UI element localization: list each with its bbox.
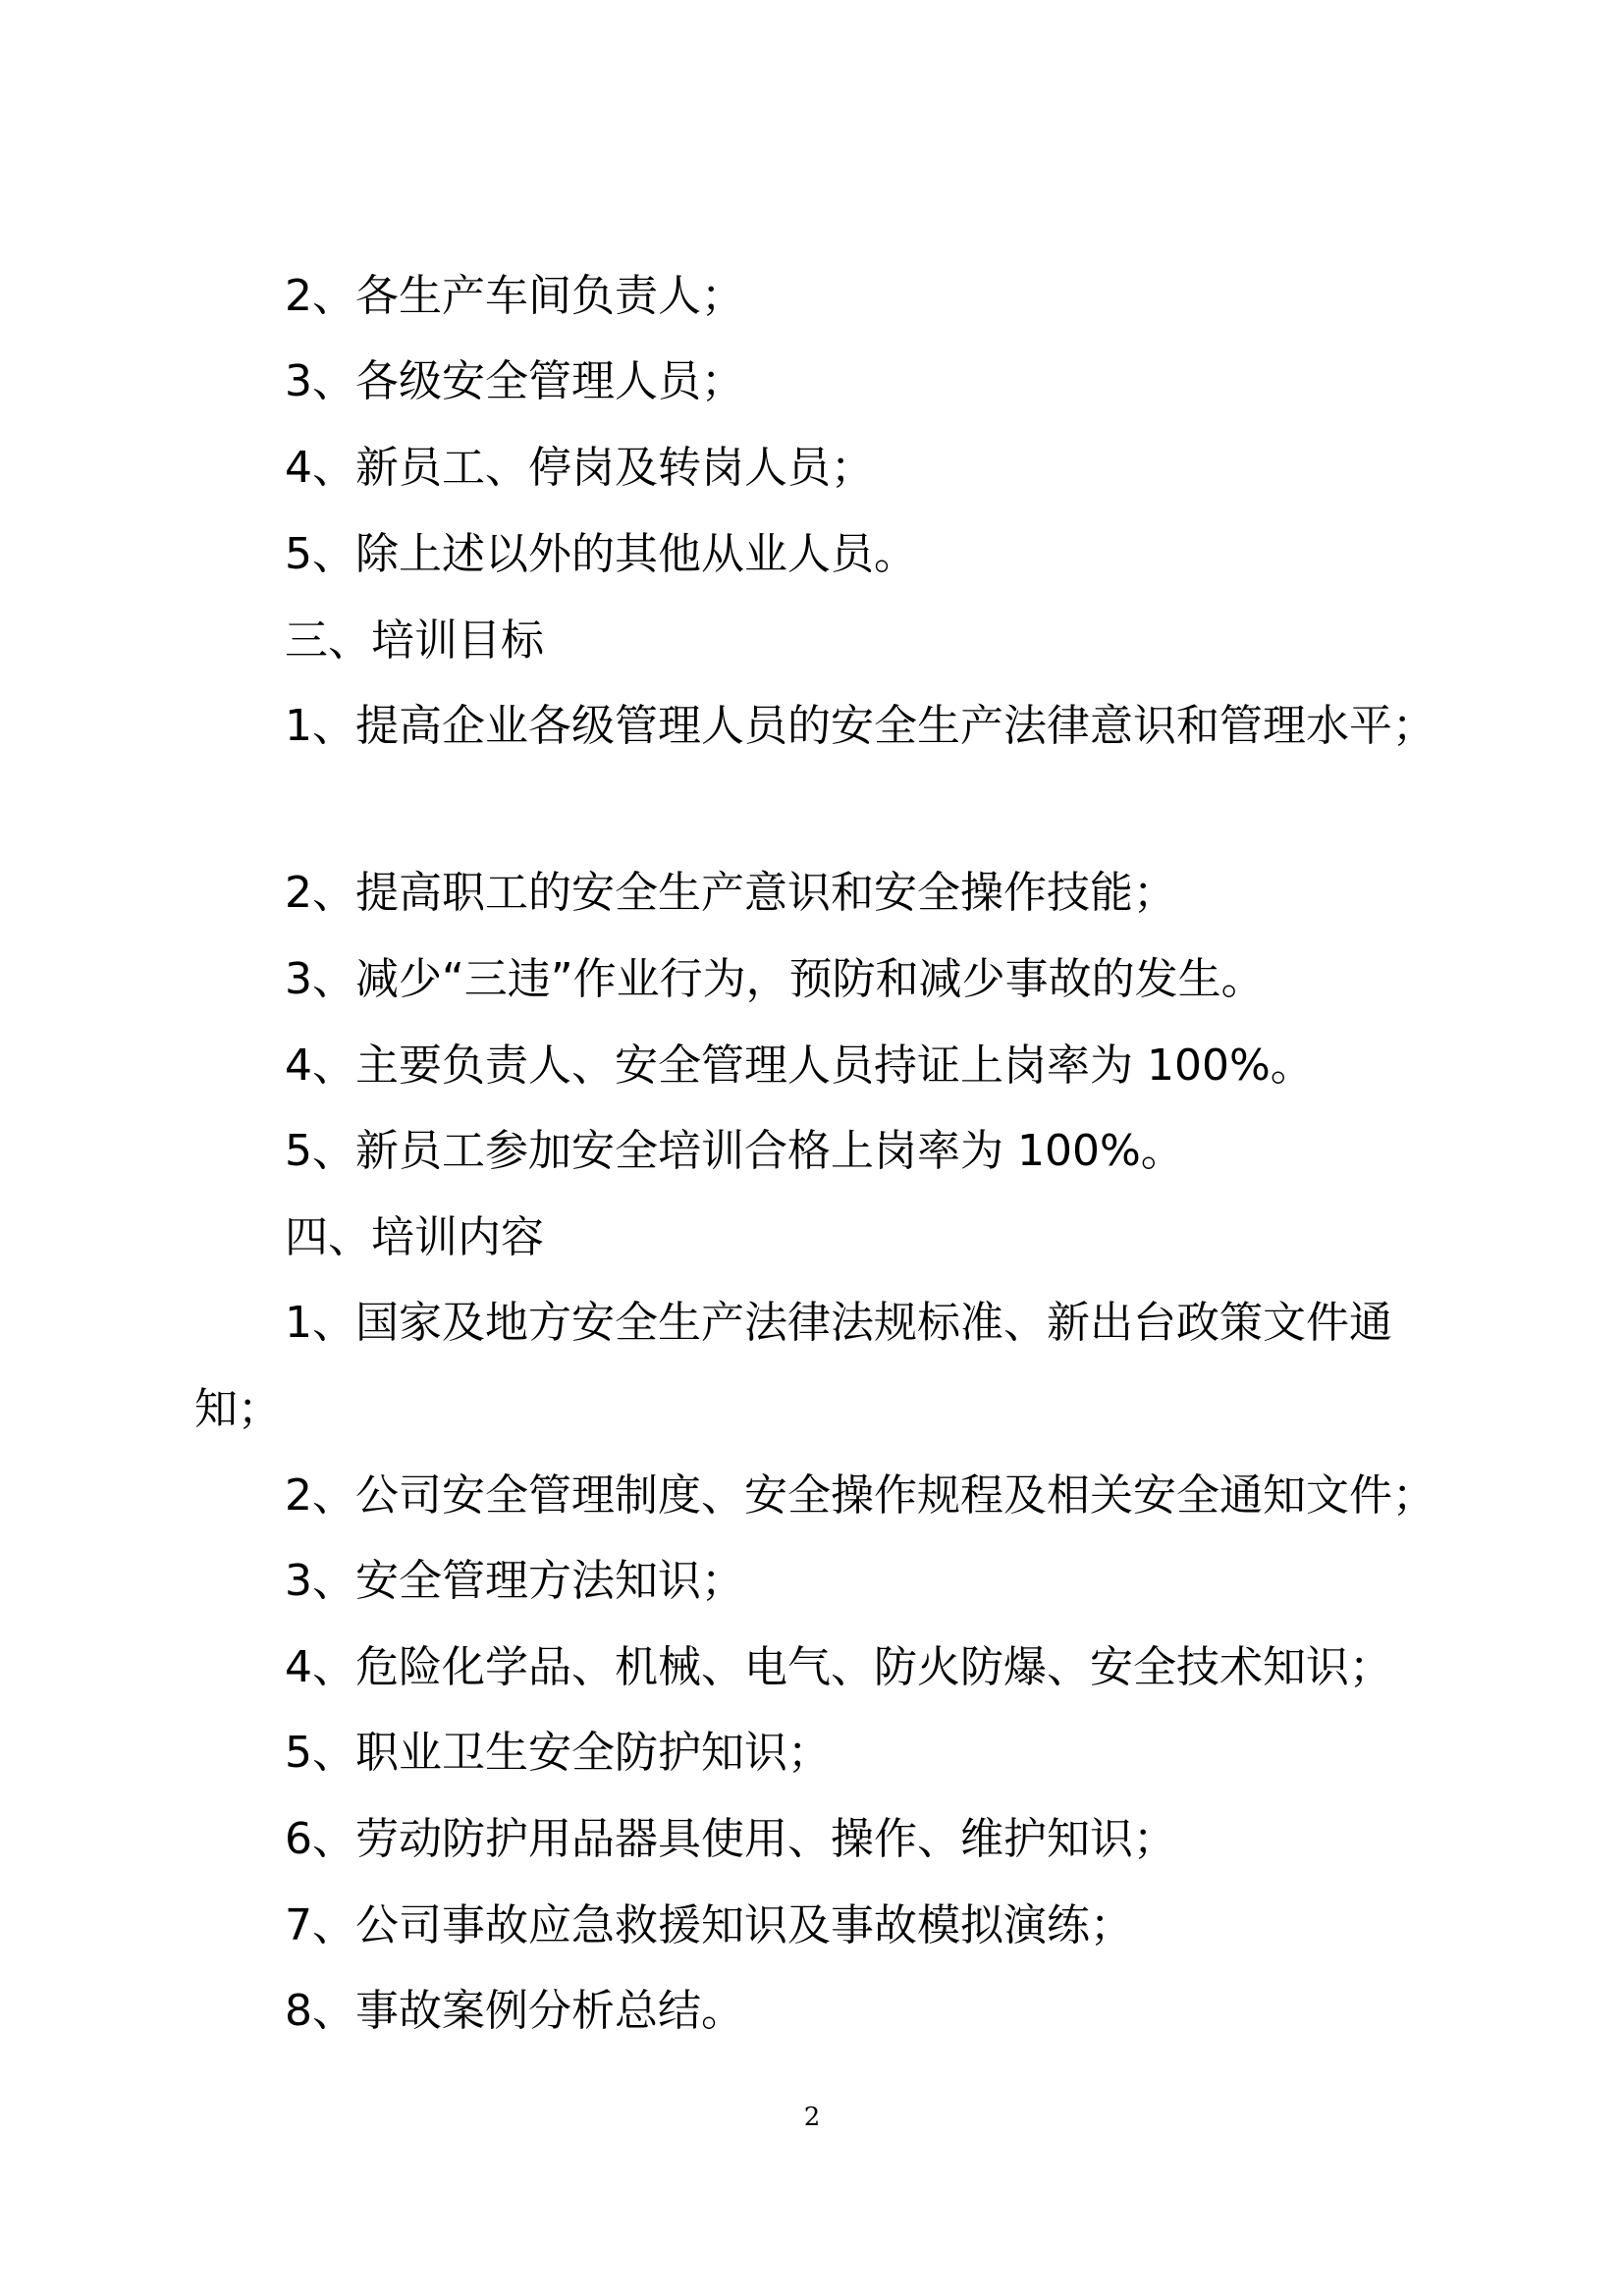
list-item: 6、劳动防护用品器具使用、操作、维护知识； [285, 1814, 1176, 1864]
section-heading-training-content: 四、培训内容 [285, 1212, 544, 1262]
list-item: 1、国家及地方安全生产法律法规标准、新出台政策文件通 [285, 1298, 1392, 1348]
list-item: 5、职业卫生安全防护知识； [285, 1728, 831, 1778]
list-item: 1、提高企业各级管理人员的安全生产法律意识和管理水平； [285, 701, 1435, 751]
list-item: 4、新员工、停岗及转岗人员； [285, 443, 874, 493]
section-heading-training-goals: 三、培训目标 [285, 615, 544, 666]
list-item: 5、新员工参加安全培训合格上岗率为 100%。 [285, 1126, 1184, 1176]
list-item: 3、减少“三违”作业行为，预防和减少事故的发生。 [285, 954, 1265, 1004]
page-number: 2 [803, 2103, 821, 2132]
list-item: 3、安全管理方法知识； [285, 1556, 744, 1606]
list-item: 2、提高职工的安全生产意识和安全操作技能； [285, 868, 1176, 918]
list-item: 2、各生产车间负责人； [285, 271, 744, 321]
list-item: 8、事故案例分析总结。 [285, 1986, 744, 2036]
list-item-continuation: 知； [194, 1384, 281, 1434]
list-item: 2、公司安全管理制度、安全操作规程及相关安全通知文件； [285, 1470, 1435, 1521]
list-item: 4、危险化学品、机械、电气、防火防爆、安全技术知识； [285, 1642, 1392, 1692]
list-item: 4、主要负责人、安全管理人员持证上岗率为 100%。 [285, 1041, 1314, 1091]
list-item: 3、各级安全管理人员； [285, 356, 744, 406]
list-item: 7、公司事故应急救援知识及事故模拟演练； [285, 1900, 1133, 1950]
list-item: 5、除上述以外的其他从业人员。 [285, 529, 917, 579]
